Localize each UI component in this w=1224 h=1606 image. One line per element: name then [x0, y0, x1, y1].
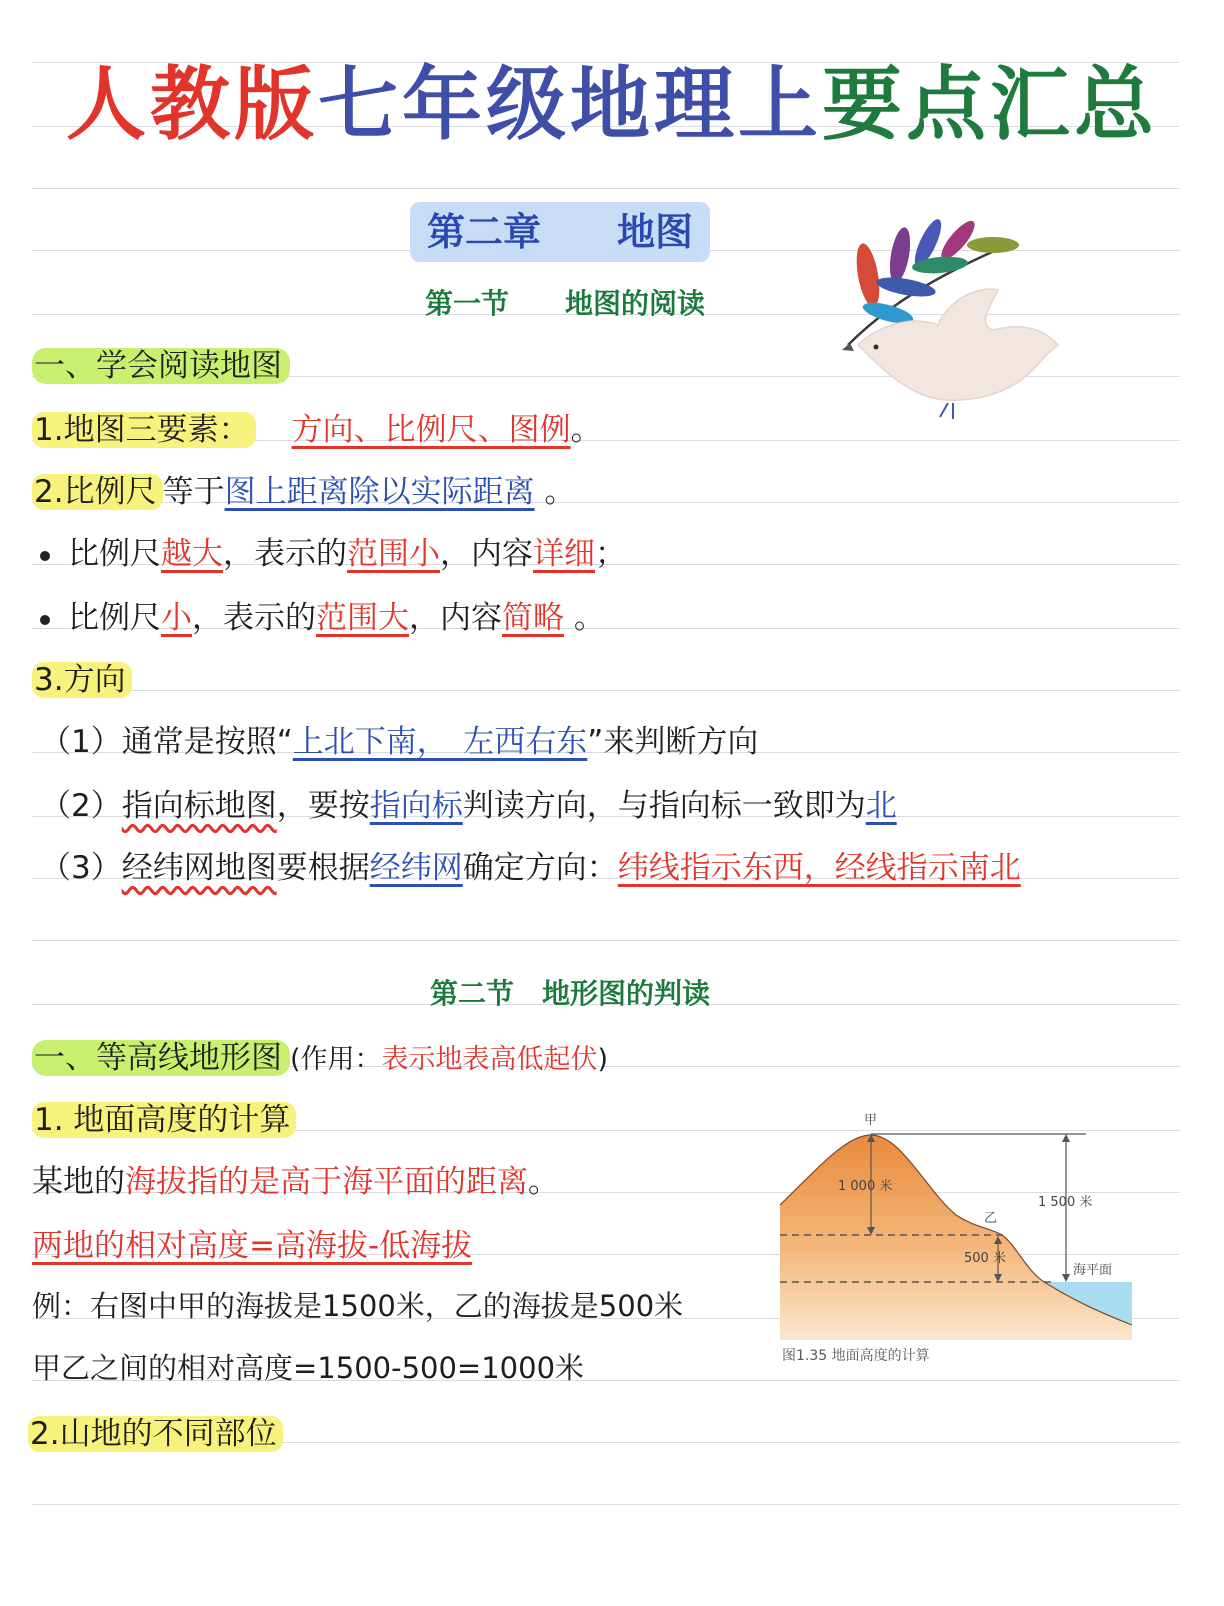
direction-rule-1 [40, 716, 758, 761]
text-red: 详细 [533, 536, 595, 572]
text: ，要按 [276, 788, 370, 824]
text: 比例尺 [68, 600, 161, 636]
text: 。 [564, 600, 605, 636]
heading-text: 一、学会阅读地图 [32, 348, 290, 384]
ruled-line [32, 940, 1180, 941]
ruled-line [32, 690, 1180, 691]
text: 确定方向： [462, 850, 618, 886]
text-red: 表示地表高低起伏 [381, 1044, 598, 1075]
page-title [0, 40, 1224, 155]
chapter-heading: 第二章 地图 [410, 202, 710, 262]
label-yi: 乙 [984, 1211, 998, 1226]
section-heading [32, 1032, 608, 1077]
text: ； [595, 536, 626, 572]
item-end: 。 [570, 412, 602, 448]
label-1500m: 1 500 米 [1038, 1195, 1093, 1210]
text-red: 两地的相对高度=高海拔-低海拔 [32, 1228, 473, 1264]
item-mid: 等于 [162, 474, 225, 510]
text-blue: 经纬网 [369, 850, 463, 886]
title-part-green: 要点汇总 [822, 57, 1158, 151]
text: (作用： [290, 1044, 382, 1075]
text-blue: 北 [865, 788, 897, 824]
text: （3） [40, 850, 122, 886]
terrain-height-diagram [776, 1110, 1146, 1380]
mountain-profile [780, 1135, 1132, 1340]
text: 某地的 [32, 1164, 125, 1200]
label-sea-level: 海平面 [1073, 1263, 1113, 1278]
text-blue: 指向标 [369, 788, 463, 824]
text: ，表示的 [223, 536, 347, 572]
direction-rule-3 [40, 842, 1021, 887]
item-label: 3.方向 [32, 662, 132, 698]
text: 比例尺 [68, 536, 161, 572]
bullet-small-scale [40, 592, 605, 637]
altitude-definition [32, 1156, 559, 1201]
section-title: 第一节 地图的阅读 [424, 287, 705, 320]
heading-text: 一、等高线地形图 [32, 1040, 290, 1076]
bullet-dot [40, 615, 50, 625]
item-map-elements [32, 404, 602, 449]
item-label: 1.地图三要素： [32, 412, 256, 448]
label-500m: 500 米 [964, 1251, 1006, 1266]
example-line-2: 甲乙之间的相对高度=1500-500=1000米 [32, 1351, 585, 1385]
item-direction [32, 654, 132, 699]
text-red: 范围小 [347, 536, 440, 572]
text: （2） [40, 788, 122, 824]
text-wavy: 指向标地图 [121, 788, 277, 824]
section-heading [32, 340, 290, 385]
text: ，内容 [409, 600, 502, 636]
text-red: 范围大 [316, 600, 409, 636]
item-height-calc [32, 1094, 296, 1139]
item-value: 方向、比例尺、图例 [291, 412, 571, 448]
example-line-1: 例：右图中甲的海拔是1500米，乙的海拔是500米 [32, 1289, 684, 1323]
text: ”来判断方向 [587, 724, 759, 760]
text-red: 海拔指的是高于海平面的距离 [125, 1164, 528, 1200]
label-1000m: 1 000 米 [838, 1179, 893, 1194]
text-red: 简略 [502, 600, 564, 636]
ruled-line [32, 1504, 1180, 1505]
text-red: 越大 [161, 536, 223, 572]
title-part-blue: 七年级地理上 [318, 57, 822, 151]
item-label: 2.比例尺 [32, 474, 163, 510]
text-wavy: 经纬网地图 [121, 850, 277, 886]
text: 。 [528, 1164, 559, 1200]
item-scale-def [32, 466, 575, 511]
text: ，表示的 [192, 600, 316, 636]
ruled-line [32, 188, 1180, 189]
bullet-dot [40, 551, 50, 561]
text: 要根据 [276, 850, 370, 886]
text: ) [597, 1044, 609, 1075]
item-value: 图上距离除以实际距离 [224, 474, 535, 510]
direction-rule-2 [40, 780, 897, 825]
figure-caption: 图1.35 地面高度的计算 [782, 1348, 930, 1364]
text-red: 纬线指示东西，经线指示南北 [617, 850, 1021, 886]
item-label: 1. 地面高度的计算 [32, 1102, 296, 1138]
text: 判读方向，与指向标一致即为 [462, 788, 866, 824]
label-jia: 甲 [864, 1113, 878, 1128]
item-label: 2.山地的不同部位 [28, 1416, 283, 1452]
section-title: 第二节 地形图的判读 [429, 977, 710, 1010]
text: ，内容 [440, 536, 533, 572]
item-end: 。 [534, 474, 576, 510]
text-blue: 上北下南， 左西右东 [292, 724, 588, 760]
item-mountain-parts [28, 1408, 283, 1453]
bullet-large-scale [40, 528, 626, 573]
text: （1）通常是按照“ [40, 724, 293, 760]
title-part-red: 人教版 [66, 57, 318, 151]
relative-height-formula [32, 1220, 472, 1265]
text-red: 小 [161, 600, 192, 636]
